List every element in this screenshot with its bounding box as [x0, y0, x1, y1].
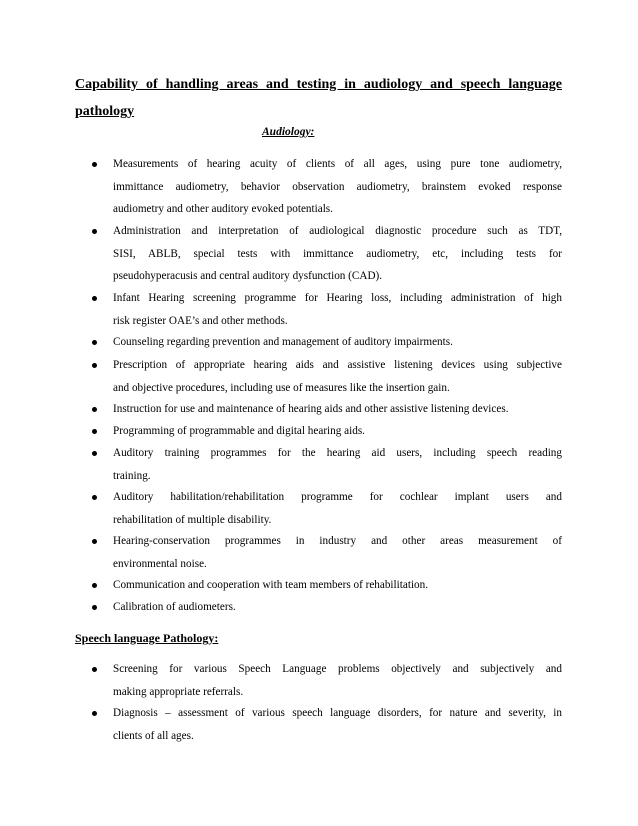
slp-item-text [113, 658, 562, 703]
audiology-item-text [113, 596, 562, 619]
bullet-icon [92, 429, 97, 434]
bullet-icon [92, 667, 97, 672]
bullet-icon [92, 407, 97, 412]
bullet-icon [92, 605, 97, 610]
bullet-icon [92, 583, 97, 588]
audiology-item-line: pseudohyperacusis and central auditory dysfunction (CAD). [113, 270, 383, 282]
document-title-line-2: pathology [75, 104, 135, 119]
document-title-line-1: Capability of handling areas and testing in audiology and speech language [75, 77, 562, 92]
audiology-item-line: Communication and cooperation with team members of rehabilitation. [113, 579, 429, 591]
audiology-item-text [113, 220, 562, 288]
audiology-item-line: audiometry and other auditory evoked potentials. [113, 203, 333, 215]
audiology-item-line: training. [113, 469, 151, 482]
audiology-item-line: Programming of programmable and digital hearing aids. [113, 425, 365, 437]
audiology-item-line: environmental noise. [113, 557, 207, 570]
audiology-item-line: Auditory habilitation/rehabilitation programme for cochlear implant users and [113, 491, 562, 503]
slp-item-line: clients of all ages. [113, 729, 194, 742]
speech-language-pathology-heading: Speech language Pathology: [75, 631, 219, 645]
slp-item-text [113, 702, 562, 747]
audiology-item-text [113, 331, 562, 354]
bullet-icon [92, 363, 97, 368]
audiology-heading: Audiology: [262, 126, 315, 138]
bullet-icon [92, 162, 97, 167]
slp-item-line: Diagnosis – assessment of various speech language disorders, for nature and severity, in [113, 707, 562, 719]
audiology-item-text [113, 398, 562, 421]
audiology-item-text [113, 287, 562, 332]
audiology-item-text [113, 530, 562, 575]
audiology-item-text [113, 354, 562, 399]
bullet-icon [92, 340, 97, 345]
slp-item-line: Screening for various Speech Language problems objectively and subjectively and [113, 663, 562, 675]
audiology-item-text [113, 153, 562, 221]
audiology-item-line: and objective procedures, including use of measures like the insertion gain. [113, 381, 450, 394]
audiology-item-line: Infant Hearing screening programme for Hearing loss, including administration of high [113, 292, 562, 304]
bullet-icon [92, 539, 97, 544]
bullet-icon [92, 711, 97, 716]
bullet-icon [92, 296, 97, 301]
audiology-item-text [113, 442, 562, 487]
bullet-icon [92, 229, 97, 234]
audiology-item-text [113, 486, 562, 531]
audiology-item-line: risk register OAE’s and other methods. [113, 314, 288, 327]
audiology-item-text [113, 420, 562, 443]
audiology-item-line: Hearing-conservation programmes in industry and other areas measurement of [113, 535, 562, 547]
bullet-icon [92, 495, 97, 500]
audiology-item-line: Counseling regarding prevention and management of auditory impairments. [113, 336, 453, 348]
audiology-item-line: Calibration of audiometers. [113, 601, 236, 613]
audiology-item-line: Measurements of hearing acuity of clients of all ages, using pure tone audiometry, [113, 158, 562, 170]
bullet-icon [92, 451, 97, 456]
audiology-item-line: Auditory training programmes for the hearing aid users, including speech reading [113, 447, 562, 459]
audiology-item-text [113, 574, 562, 597]
audiology-item-line: immittance audiometry, behavior observation audiometry, brainstem evoked response [113, 180, 562, 193]
audiology-item-line: rehabilitation of multiple disability. [113, 513, 272, 526]
audiology-item-line: Instruction for use and maintenance of hearing aids and other assistive listening devices. [113, 403, 509, 415]
audiology-item-line: SISI, ABLB, special tests with immittance audiometry, etc, including tests for [113, 247, 562, 260]
slp-item-line: making appropriate referrals. [113, 685, 244, 698]
audiology-item-line: Administration and interpretation of audiological diagnostic procedure such as TDT, [113, 225, 562, 237]
audiology-item-line: Prescription of appropriate hearing aids and assistive listening devices using subjective [113, 359, 562, 371]
